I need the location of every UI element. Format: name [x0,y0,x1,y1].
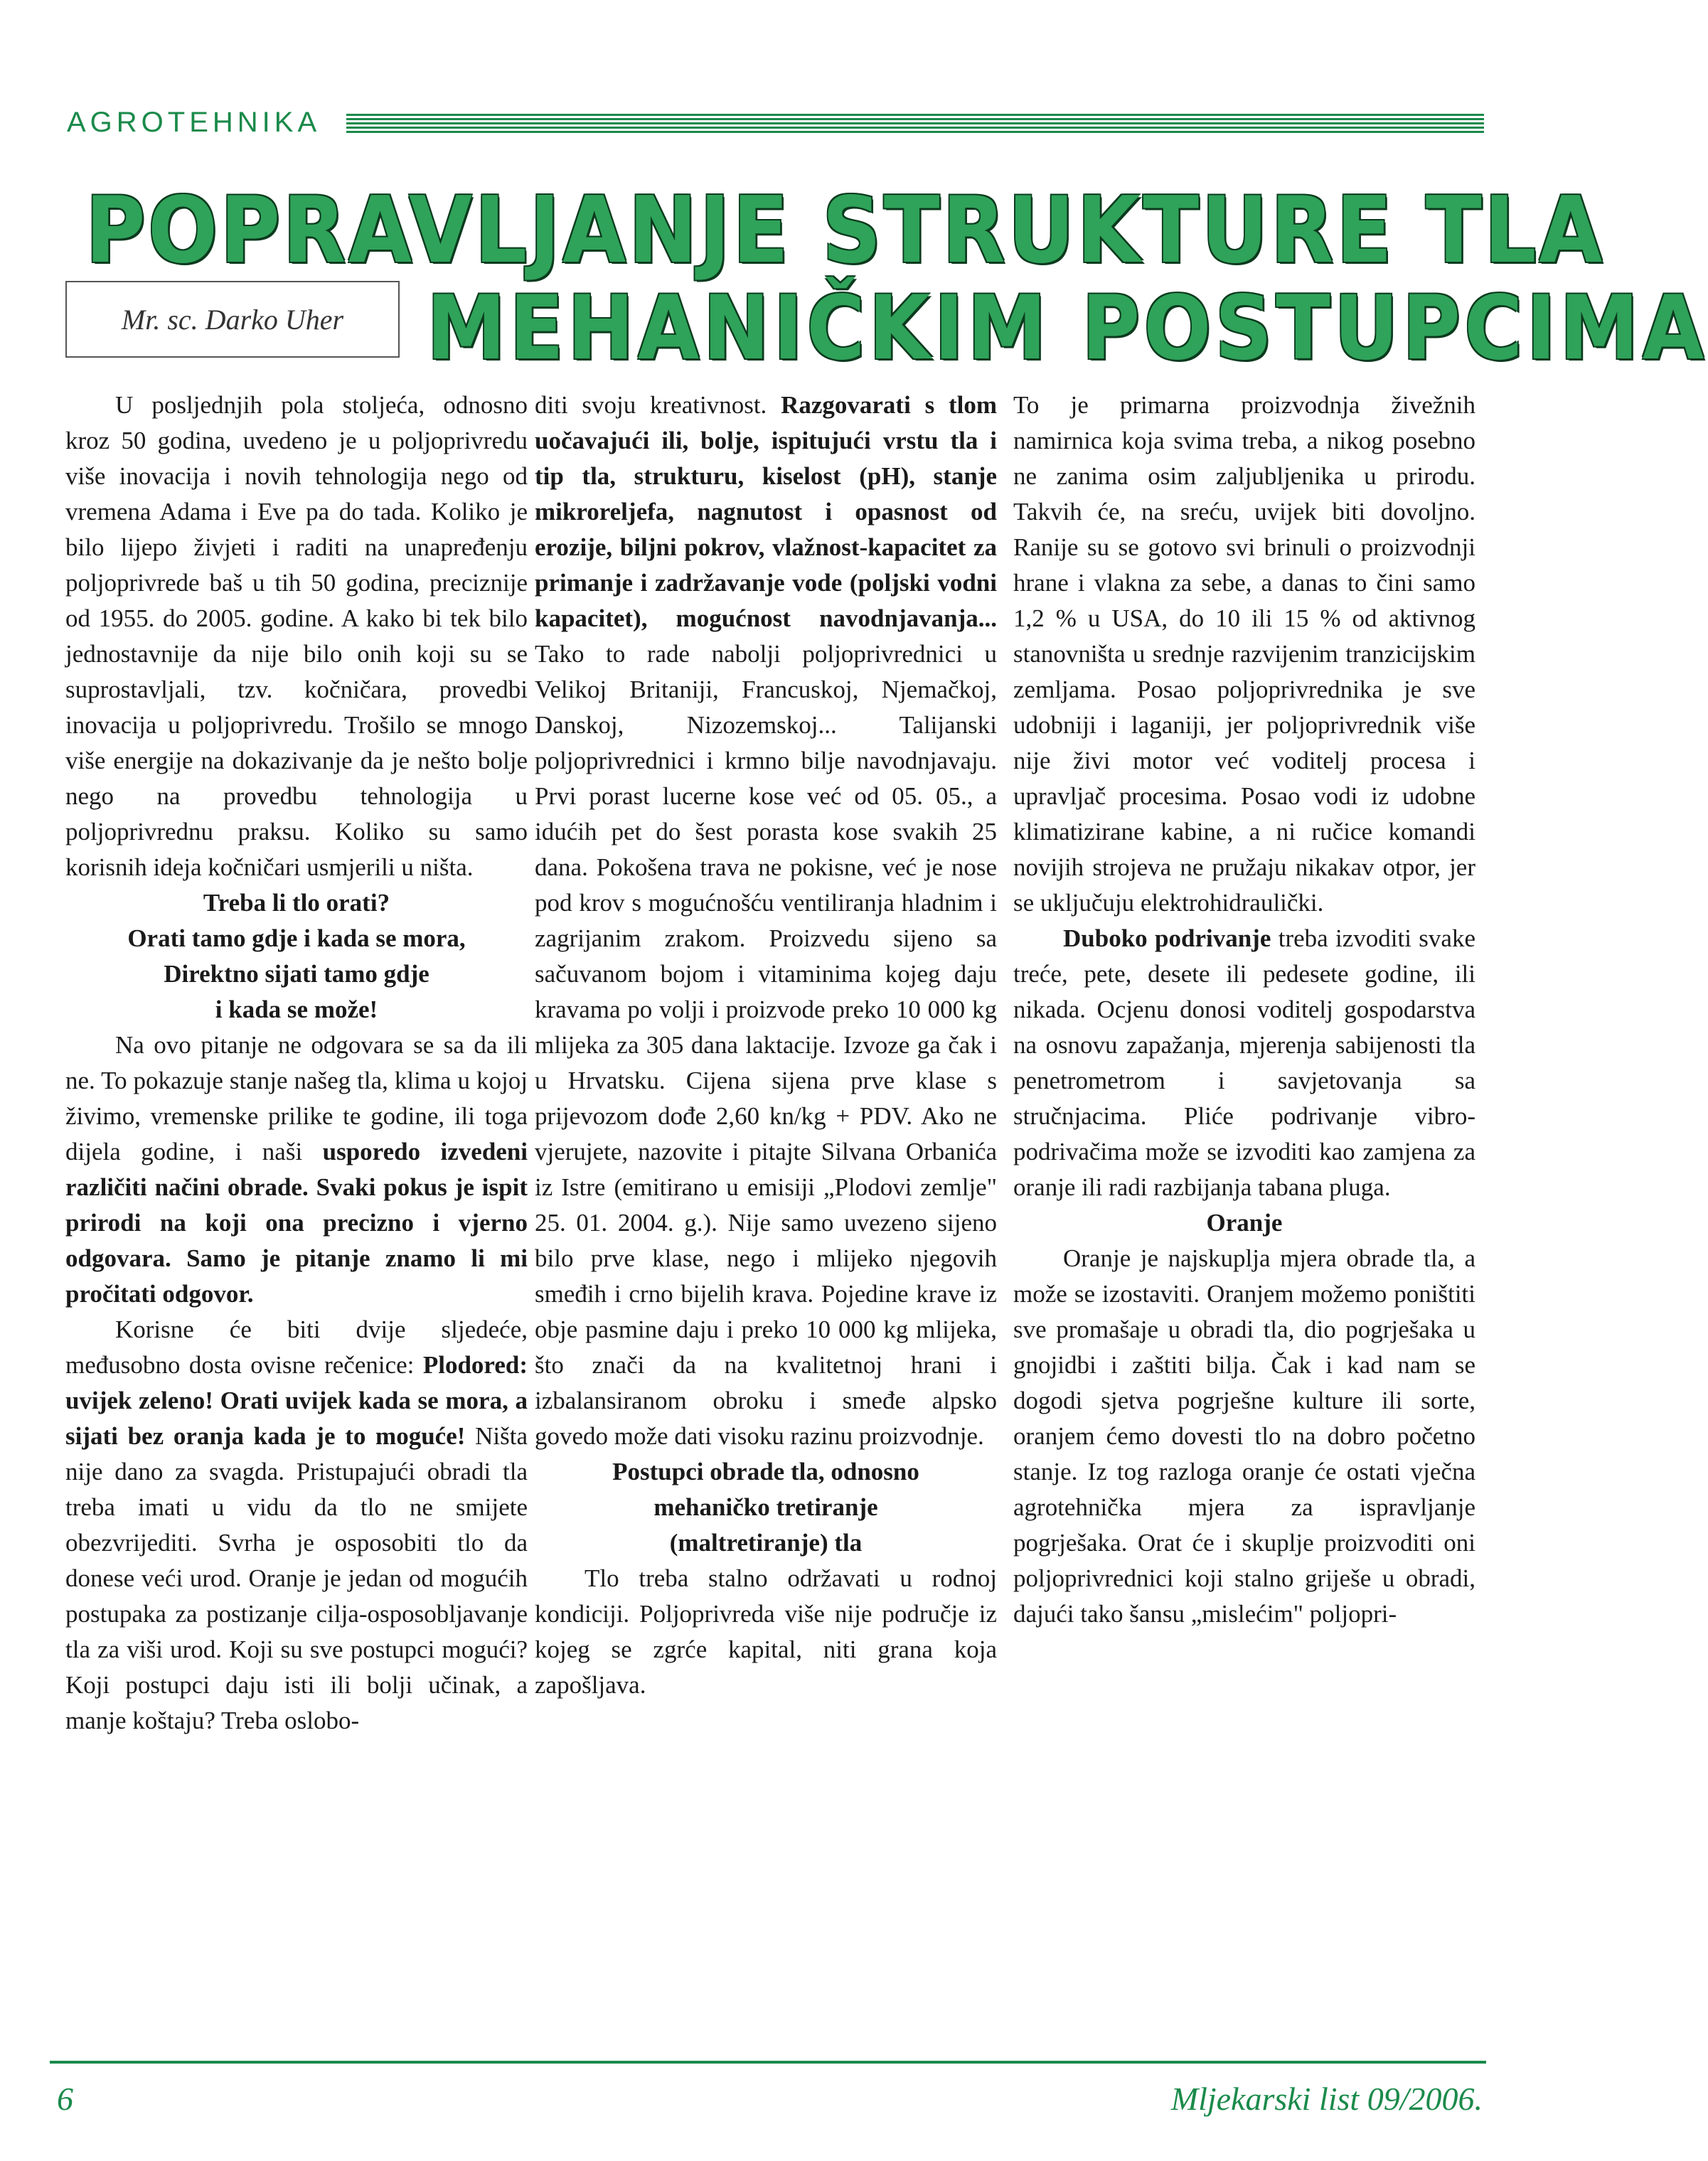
bold-text: Razgovarati s tlom uočavajući ili, bolje, ispitujući vrstu tla i tip tla, strukturu, kiselost (pH), stanje mikroreljefa, nagnutost i opasnost od erozije, biljni pokrov, vlažnost-kapacitet za primanje i zadržavanje vode (poljski vodni kapacitet), mogućnost navodnjavanja... [535,391,997,632]
text-run: Tako to rade nabolji poljoprivrednici u Velikoj Britaniji, Francuskoj, Njemačkoj, Danskoj, Nizozemskoj... Talijanski poljoprivrednici i krmno bilje navodnjavaju. Prvi porast lucerne kose već od 05. 05., a idućih pet do šest porasta kose svakih 25 dana. Pokošena trava ne pokisne, već je nose pod krov s mogućnošću ventiliranja hladnim i zagrijanim zrakom. Proizvedu sijeno sa sačuvanom bojom i vitaminima kojeg daju kravama po volji i proizvode preko 10 000 kg mlijeka za 305 dana laktacije. Izvoze ga čak i u Hrvatsku. Cijena sijena prve klase s prijevozom dođe 2,60 kn/kg + PDV. Ako ne vjerujete, nazovite i pitajte Silvana Orbanića iz Istre (emitirano u emisiji „Plodovi zemlje" 25. 01. 2004. g.). Nije samo uvezeno sijeno bilo prve klase, nego i mlijeko njegovih smeđih i crno bijelih krava. Pojedine krave iz obje pasmine daju i preko 10 000 kg mlijeka, što znači da na kvalitetnoj hrani i izbalansiranom obroku i smeđe alpsko govedo može dati visoku razinu proizvodnje. [535,640,997,1450]
text-run: diti svoju kreativnost. [535,391,781,419]
text-run: treba izvoditi svake treće, pete, desete ili pedesete godine, ili nikada. Ocjenu donosi voditelj gospodarstva na osnovu zapažanja, mjerenja sabijenosti tla penetrometrom i savjetovanja sa stručnjacima. Pliće podrivanje vibro-podrivačima može se izvoditi kao zamjena za oranje ili radi razbijanja tabana pluga. [1013,924,1475,1201]
subheading: Direktno sijati tamo gdje [164,960,429,988]
text-run: Korisne će biti dvije sljedeće, međusobno dosta ovisne rečenice: [65,1316,528,1379]
section-rule [346,114,1484,134]
subheading: Postupci obrade tla, odnosno [612,1458,919,1485]
bold-text: usporedo izvedeni različiti načini obrade. Svaki pokus je ispit prirodi na koji ona precizno i vjerno odgovara. Samo je pitanje znamo li mi pročitati odgovor. [65,1138,528,1308]
author-box [65,281,400,358]
column-1 [65,388,528,1739]
paragraph: Oranje je najskuplja mjera obrade tla, a može se izostaviti. Oranjem možemo poništiti sve promašaje u obradi tla, dio pogrješaka u gnojidbi i zaštiti bilja. Čak i kad nam se dogodi sjetva pogrješne kulture ili sorte, oranjem ćemo dovesti tlo na dobro početno stanje. Iz tog razloga oranje će ostati vječna agrotehnička mjera za ispravljanje pogrješaka. Orat će i skuplje proizvoditi oni poljoprivrednici koji stalno griješe u obradi, dajući tako šansu „mislećim" poljopri- [1013,1244,1475,1628]
text-run: Ništa nije dano za svagda. Pristupajući obradi tla treba imati u vidu da tlo ne smijete obezvrijediti. Svrha je osposobiti tlo da donese veći urod. Oranje je jedan od mogućih postupaka za postizanje cilja-osposobljavanje tla za viši urod. Koji su sve postupci mogući? Koji postupci daju isti ili bolji učinak, a manje koštaju? Treba oslobo- [65,1422,528,1734]
subheading: Oranje [1206,1209,1283,1237]
article-title-line1: POPRAVLJANJE STRUKTURE TLA [85,178,1605,284]
paragraph: Tlo treba stalno održavati u rodnoj kondiciji. Poljoprivreda više nije područje iz kojeg se zgrće kapital, niti grana koja zapošljava. [535,1564,997,1699]
subheading: (maltretiranje) tla [669,1529,863,1557]
article-title-line2: MEHANIČKIM POSTUPCIMA [427,277,1708,380]
subheading: i kada se može! [215,996,378,1023]
paragraph: U posljednjih pola stoljeća, odnosno kroz 50 godina, uvedeno je u poljoprivredu više inovacija i novih tehnologija nego od vremena Adama i Eve pa do tada. Koliko je bilo lijepo živjeti i raditi na unapređenju poljoprivrede baš u tih 50 godina, preciznije od 1955. do 2005. godine. A kako bi tek bilo jednostavnije da nije bilo onih koji su se suprostavljali, tzv. kočničara, provedbi inovacija u poljoprivredu. Trošilo se mnogo više energije na dokazivanje da je nešto bolje nego na provedbu tehnologija u poljoprivrednu praksu. Koliko su samo korisnih ideja kočničari usmjerili u ništa. [65,391,528,881]
subheading: Treba li tlo orati? [203,889,390,917]
footer-rule [50,2061,1486,2064]
column-2 [535,388,997,1703]
column-3 [1013,388,1475,1632]
paragraph [65,1028,528,1312]
journal-name: Mljekarski list 09/2006. [1170,2081,1483,2117]
paragraph [535,388,997,1454]
bold-text: Plodored: uvijek zeleno! Orati uvijek kada se mora, a sijati bez oranja kada je to moguće! [65,1351,528,1450]
paragraph [1013,921,1475,1205]
paragraph [65,1312,528,1739]
subheading: mehaničko tretiranje [653,1493,878,1521]
page-number: 6 [57,2081,73,2117]
text-run: Na ovo pitanje ne odgovara se sa da ili ne. To pokazuje stanje našeg tla, klima u kojoj živimo, vremenske prilike te godine, ili toga dijela godine, i naši [65,1031,528,1165]
section-label: AGROTEHNIKA [67,107,321,138]
subheading: Orati tamo gdje i kada se mora, [127,924,466,952]
paragraph: To je primarna proizvodnja živežnih namirnica koja svima treba, a nikog posebno ne zanima osim zaljubljenika u prirodu. Takvih će, na sreću, uvijek biti dovoljno. Ranije su se gotovo svi brinuli o proizvodnji hrane i vlakna za sebe, a danas to čini samo 1,2 % u USA, do 10 ili 15 % od aktivnog stanovništa u srednje razvijenim tranzicijskim zemljama. Posao poljoprivrednika je sve udobniji i laganiji, jer poljoprivrednik više nije živi motor već voditelj procesa i upravljač procesima. Posao vodi iz udobne klimatizirane kabine, a ni ručice komandi novijih strojeva ne pružaju nikakav otpor, jer se uključuju elektrohidraulički. [1013,391,1475,917]
bold-text: Duboko podrivanje [1063,924,1271,952]
author-name: Mr. sc. Darko Uher [121,303,344,336]
